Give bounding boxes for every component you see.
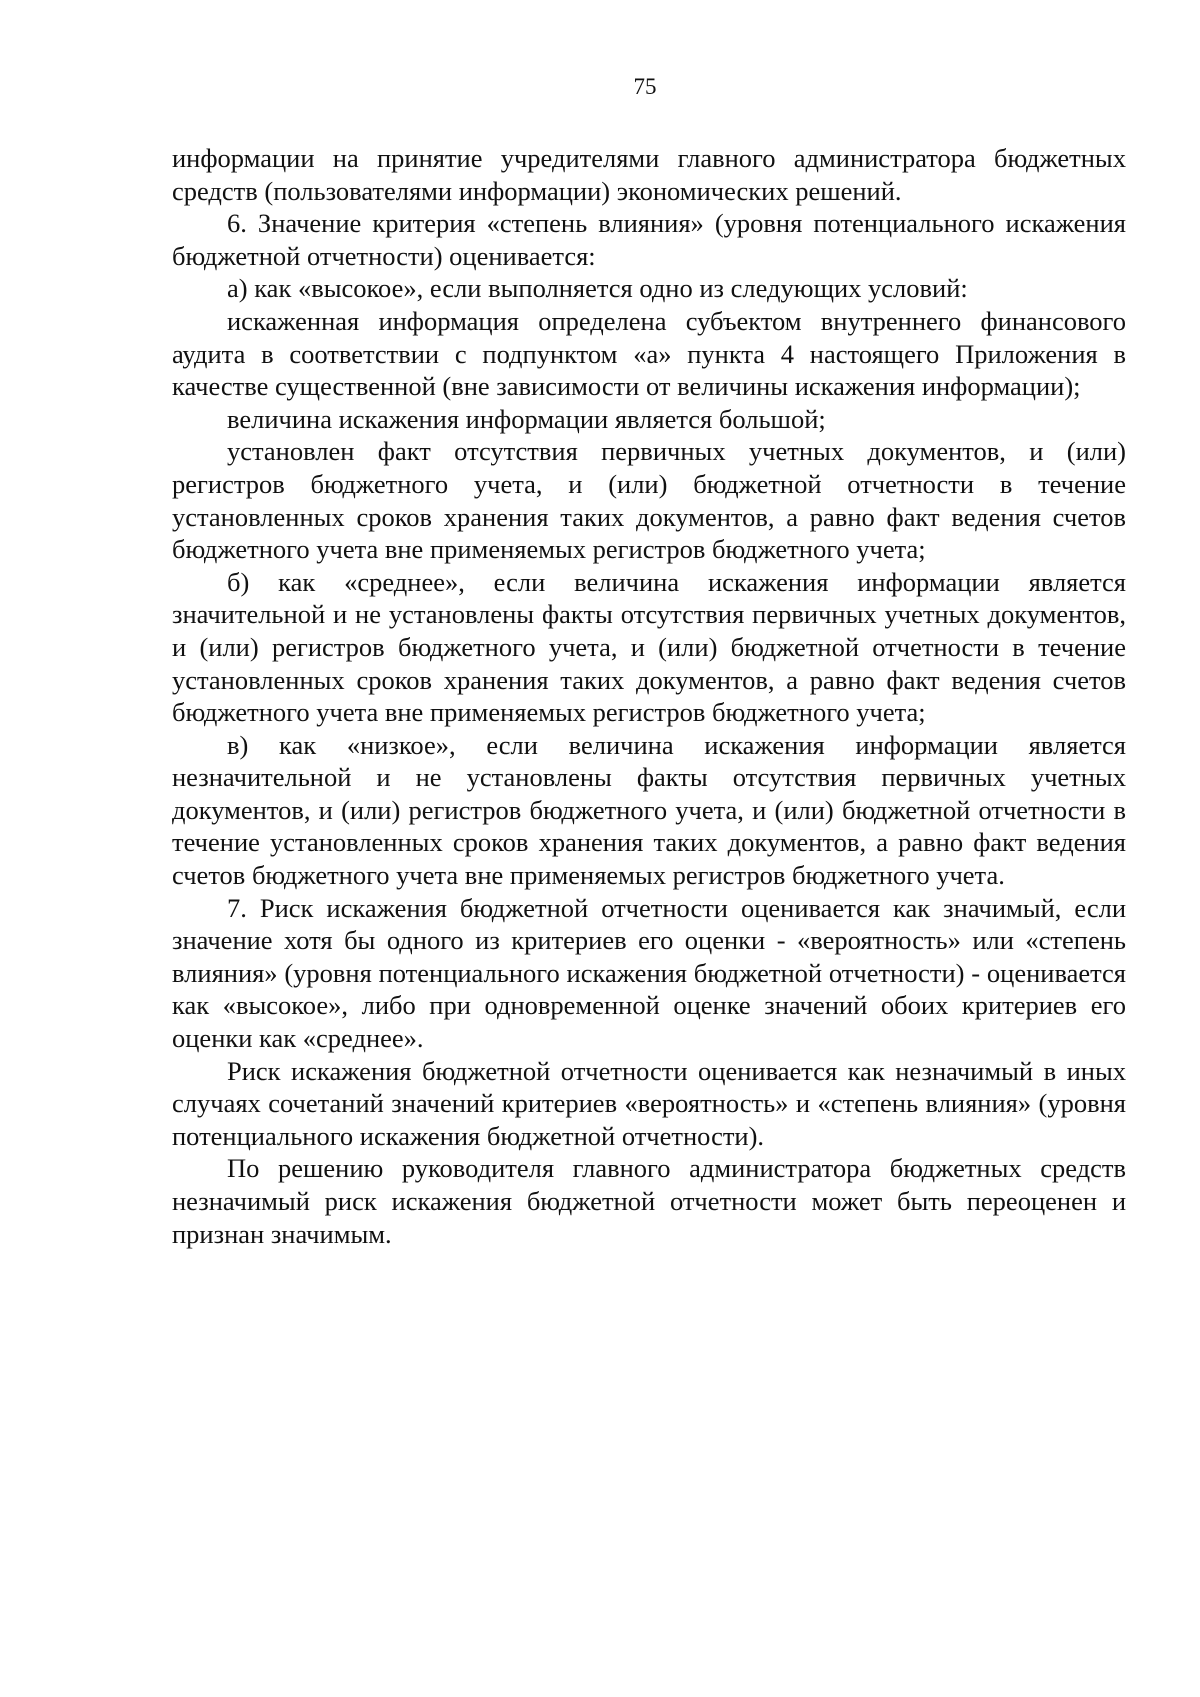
paragraph-subitem-b: б) как «среднее», если величина искажения информации является значительной и не установлены факты отсутствия первичных учетных документов, и (или) регистров бюджетного учета, и (или) бюджетной отчетности в течение установленных сроков хранения таких документов, а равно факт ведения счетов бюджетного учета вне применяемых регистров бюджетного учета; bbox=[172, 566, 1126, 728]
paragraph-subitem-v: в) как «низкое», если величина искажения информации является незначительной и не установлены факты отсутствия первичных учетных документов, и (или) регистров бюджетного учета, и (или) бюджетной отчетности в течение установленных сроков хранения таких документов, а равно факт ведения счетов бюджетного учета вне применяемых регистров бюджетного учета. bbox=[172, 729, 1126, 891]
document-body bbox=[172, 142, 1126, 1250]
paragraph-condition-1: искаженная информация определена субъектом внутреннего финансового аудита в соответствии с подпунктом «а» пункта 4 настоящего Приложения в качестве существенной (вне зависимости от величины искажения информации); bbox=[172, 305, 1126, 402]
paragraph-item-7: 7. Риск искажения бюджетной отчетности оценивается как значимый, если значение хотя бы одного из критериев его оценки - «вероятность» или «степень влияния» (уровня потенциального искажения бюджетной отчетности) - оценивается как «высокое», либо при одновременной оценке значений обоих критериев его оценки как «среднее». bbox=[172, 892, 1126, 1054]
paragraph-condition-3: установлен факт отсутствия первичных учетных документов, и (или) регистров бюджетного учета, и (или) бюджетной отчетности в течение установленных сроков хранения таких документов, а равно факт ведения счетов бюджетного учета вне применяемых регистров бюджетного учета; bbox=[172, 436, 1126, 565]
paragraph-insignificant-risk: Риск искажения бюджетной отчетности оценивается как незначимый в иных случаях сочетаний значений критериев «вероятность» и «степень влияния» (уровня потенциального искажения бюджетной отчетности). bbox=[172, 1055, 1126, 1151]
paragraph-subitem-a: а) как «высокое», если выполняется одно из следующих условий: bbox=[227, 273, 968, 304]
paragraph-reassessment: По решению руководителя главного администратора бюджетных средств незначимый риск искажения бюджетной отчетности может быть переоценен и признан значимым. bbox=[172, 1153, 1126, 1249]
page-number: 75 bbox=[633, 74, 657, 99]
paragraph-item-6: 6. Значение критерия «степень влияния» (уровня потенциального искажения бюджетной отчетности) оценивается: bbox=[172, 208, 1126, 271]
paragraph-condition-2: величина искажения информации является большой; bbox=[227, 403, 826, 434]
paragraph-continuation: информации на принятие учредителями главного администратора бюджетных средств (пользователями информации) экономических решений. bbox=[172, 143, 1126, 206]
